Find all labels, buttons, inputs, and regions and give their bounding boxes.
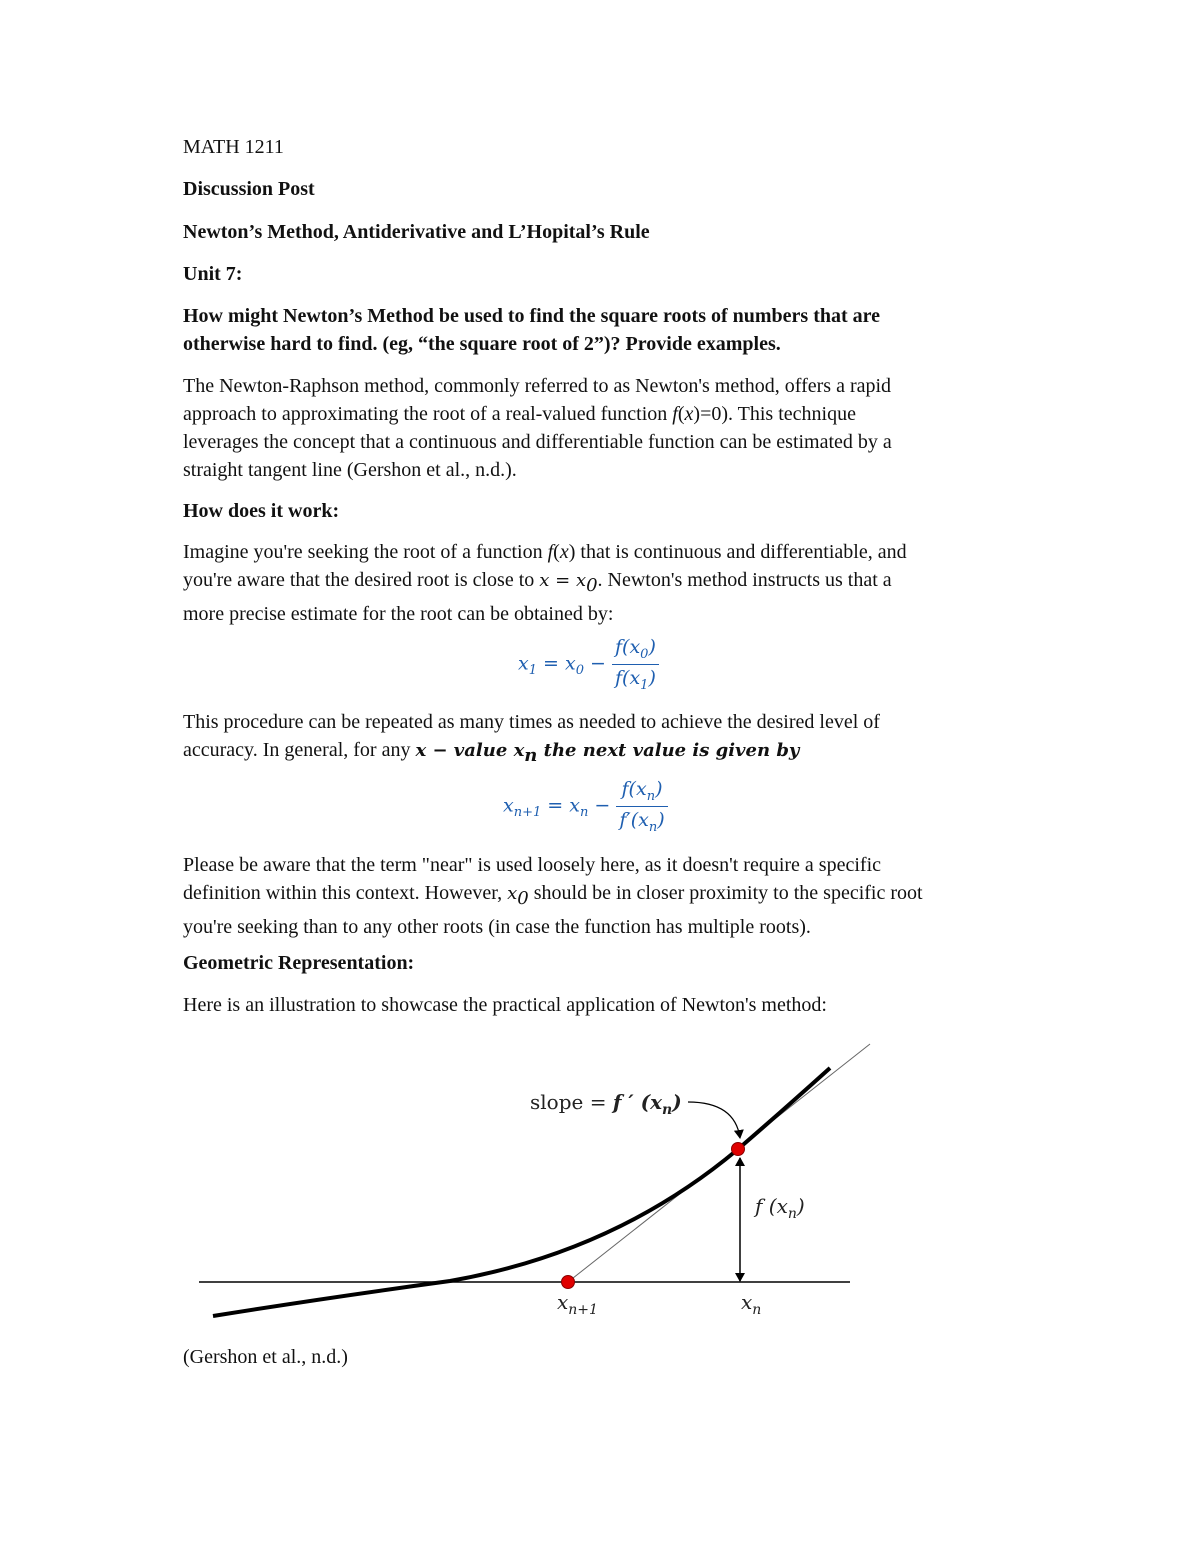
function-curve <box>213 1068 830 1316</box>
course-code: MATH 1211 <box>183 136 284 158</box>
intro-line-3: leverages the concept that a continuous and differentiable function can be estimated by a <box>183 431 892 453</box>
unit-label: Unit 7: <box>183 263 243 285</box>
aware-line-1: Please be aware that the term "near" is used loosely here, as it doesn't require a specific <box>183 854 881 876</box>
intro-line-4: straight tangent line (Gershon et al., n.d.). <box>183 459 517 481</box>
newton-method-illustration <box>195 1038 885 1328</box>
intro-paragraph <box>183 372 1013 484</box>
geometric-intro: Here is an illustration to showcase the practical application of Newton's method: <box>183 994 827 1016</box>
fxn-label: f $(x_n)$ <box>755 1194 805 1222</box>
aware-line-3: you're seeking than to any other roots (in case the function has multiple roots). <box>183 916 811 938</box>
question-line-2: otherwise hard to find. (eg, “the square root of 2”)? Provide examples. <box>183 333 781 355</box>
repeat-line-2: accuracy. In general, for any x − value $x_n$ the next value is given by <box>183 739 800 766</box>
newton-equation-2: $x_{n+1} = x_n$ − $\frac{f(x_n)}{f'(x_n)}$ <box>503 778 668 835</box>
topic-title: Newton’s Method, Antiderivative and L’Hopital’s Rule <box>183 221 650 243</box>
slope-pointer-arrow <box>688 1102 740 1138</box>
equation-1-fraction: $\frac{f(x_0)}{f(x_1)}$ <box>612 636 659 693</box>
repeat-paragraph <box>183 708 1013 770</box>
xn-label: $x_n$ <box>741 1290 762 1318</box>
aware-line-2: definition within this context. However, $x_0$ should be in closer proximity to the specific root <box>183 882 923 909</box>
how-heading: How does it work: <box>183 500 340 522</box>
post-type: Discussion Post <box>183 178 315 200</box>
how-line-2: you're aware that the desired root is close to $x = x_0$. Newton's method instructs us that a <box>183 569 892 596</box>
point-on-curve-xn <box>732 1143 745 1156</box>
newton-equation-1: $x_1 = x_0$ − $\frac{f(x_0)}{f(x_1)}$ <box>518 636 659 693</box>
repeat-line-1: This procedure can be repeated as many times as needed to achieve the desired level of <box>183 711 880 733</box>
xn-plus-1-label: $x_{n+1}$ <box>557 1290 598 1318</box>
point-xn-plus-1 <box>562 1276 575 1289</box>
slope-label: slope = f ′ $(x_n)$ <box>530 1090 682 1118</box>
how-line-3: more precise estimate for the root can be obtained by: <box>183 603 614 625</box>
aware-paragraph <box>183 851 1013 941</box>
intro-line-1: The Newton-Raphson method, commonly referred to as Newton's method, offers a rapid <box>183 375 892 397</box>
intro-line-2: approach to approximating the root of a real-valued function f(x)=0). This technique <box>183 403 856 425</box>
question-line-1: How might Newton’s Method be used to find the square roots of numbers that are <box>183 305 881 327</box>
how-paragraph <box>183 538 1013 628</box>
equation-2-fraction: $\frac{f(x_n)}{f'(x_n)}$ <box>616 778 667 835</box>
citation: (Gershon et al., n.d.) <box>183 1346 348 1368</box>
geometric-heading: Geometric Representation: <box>183 952 415 974</box>
how-line-1: Imagine you're seeking the root of a function f(x) that is continuous and differentiable, and <box>183 541 907 563</box>
